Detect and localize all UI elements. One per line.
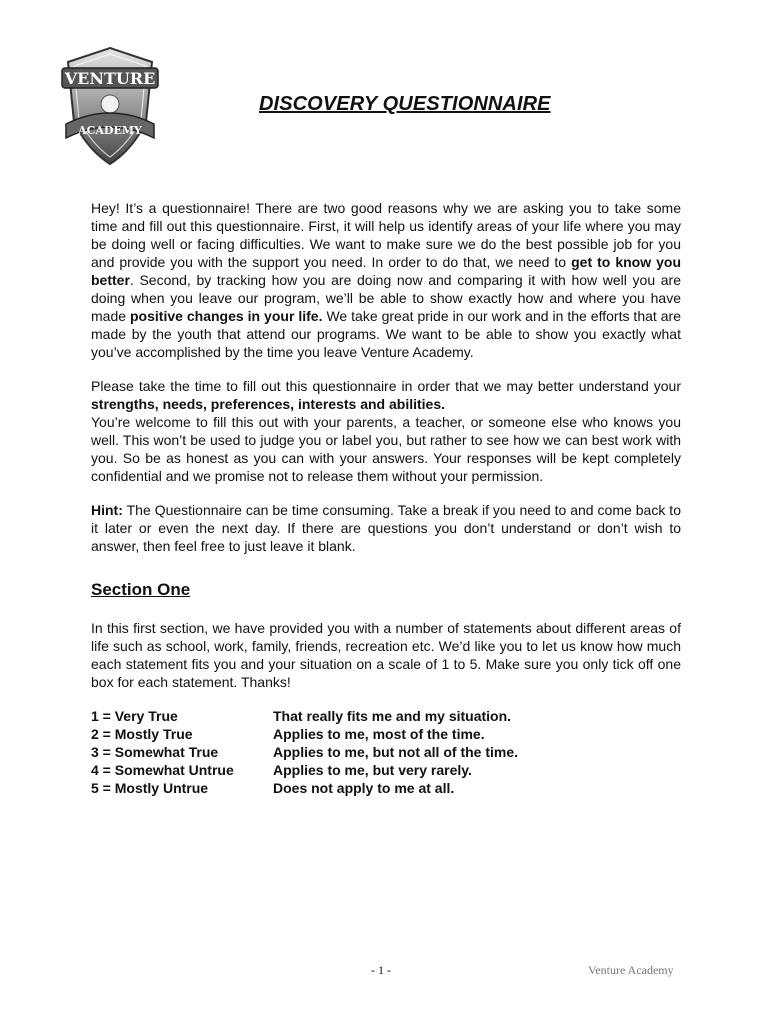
scale-description: Applies to me, but very rarely. (273, 762, 472, 778)
please-paragraph: Please take the time to fill out this questionnaire in order that we may better understand your strengths, needs, preferences, interests and abilities. (91, 378, 681, 412)
scale-description: Applies to me, most of the time. (273, 726, 485, 742)
scale-description: That really fits me and my situation. (273, 708, 512, 724)
scale-key: 5 = Mostly Untrue (91, 780, 209, 796)
scale-description: Applies to me, but not all of the time. (273, 744, 519, 760)
section-one-heading: Section One (91, 580, 191, 599)
venture-academy-logo (60, 44, 160, 168)
scale-key: 1 = Very True (91, 708, 178, 724)
scale-key: 4 = Somewhat Untrue (91, 762, 234, 778)
scale-description: Does not apply to me at all. (273, 780, 455, 796)
section-one-paragraph: In this first section, we have provided you with a number of statements about different areas of life such as school, work, family, friends, recreation etc. We’d like you to let us know how much each statement fits you and your situation on a scale of 1 to 5. Make sure you only tick off one box for each statement. Thanks! (91, 620, 681, 690)
scale-row (91, 779, 681, 797)
intro-paragraph: Hey! It’s a questionnaire! There are two good reasons why we are asking you to take some time and fill out this questionnaire. First, it will help us identify areas of your life where you may be doing well or facing difficulties. We want to make sure we do the best possible job for you and provide you with the support you need. In order to do that, we need to get to know you better. Second, by tracking how you are doing now and comparing it with how well you are doing when you leave our program, we’ll be able to show exactly how and where you have made positive changes in your life. We take great pride in our work and in the efforts that are made by the youth that attend our programs. We want to be able to show you exactly what you’ve accomplished by the time you leave Venture Academy. (91, 200, 681, 360)
scale-row (91, 725, 681, 743)
document-title: DISCOVERY QUESTIONNAIRE (259, 93, 551, 115)
svg-text:VENTURE: VENTURE (64, 69, 156, 88)
scale-key: 2 = Mostly True (91, 726, 193, 742)
scale-key: 3 = Somewhat True (91, 744, 219, 760)
document-body (91, 199, 681, 797)
scale-row (91, 707, 681, 725)
rating-scale (91, 707, 681, 797)
welcome-paragraph: You’re welcome to fill this out with your parents, a teacher, or someone else who knows you well. This won’t be used to judge you or label you, but rather to see how we can best work with you. So be as honest as you can with your answers. Your responses will be kept completely confidential and we promise not to release them without your permission. (91, 414, 681, 484)
page-number: - 1 - (371, 963, 391, 977)
footer-organization: Venture Academy (588, 963, 674, 977)
svg-text:ACADEMY: ACADEMY (78, 124, 142, 137)
scale-row (91, 743, 681, 761)
hint-paragraph: Hint: The Questionnaire can be time consuming. Take a break if you need to and come back to it later or even the next day. If there are questions you don’t understand or don’t wish to answer, then feel free to just leave it blank. (91, 502, 681, 554)
scale-row (91, 761, 681, 779)
